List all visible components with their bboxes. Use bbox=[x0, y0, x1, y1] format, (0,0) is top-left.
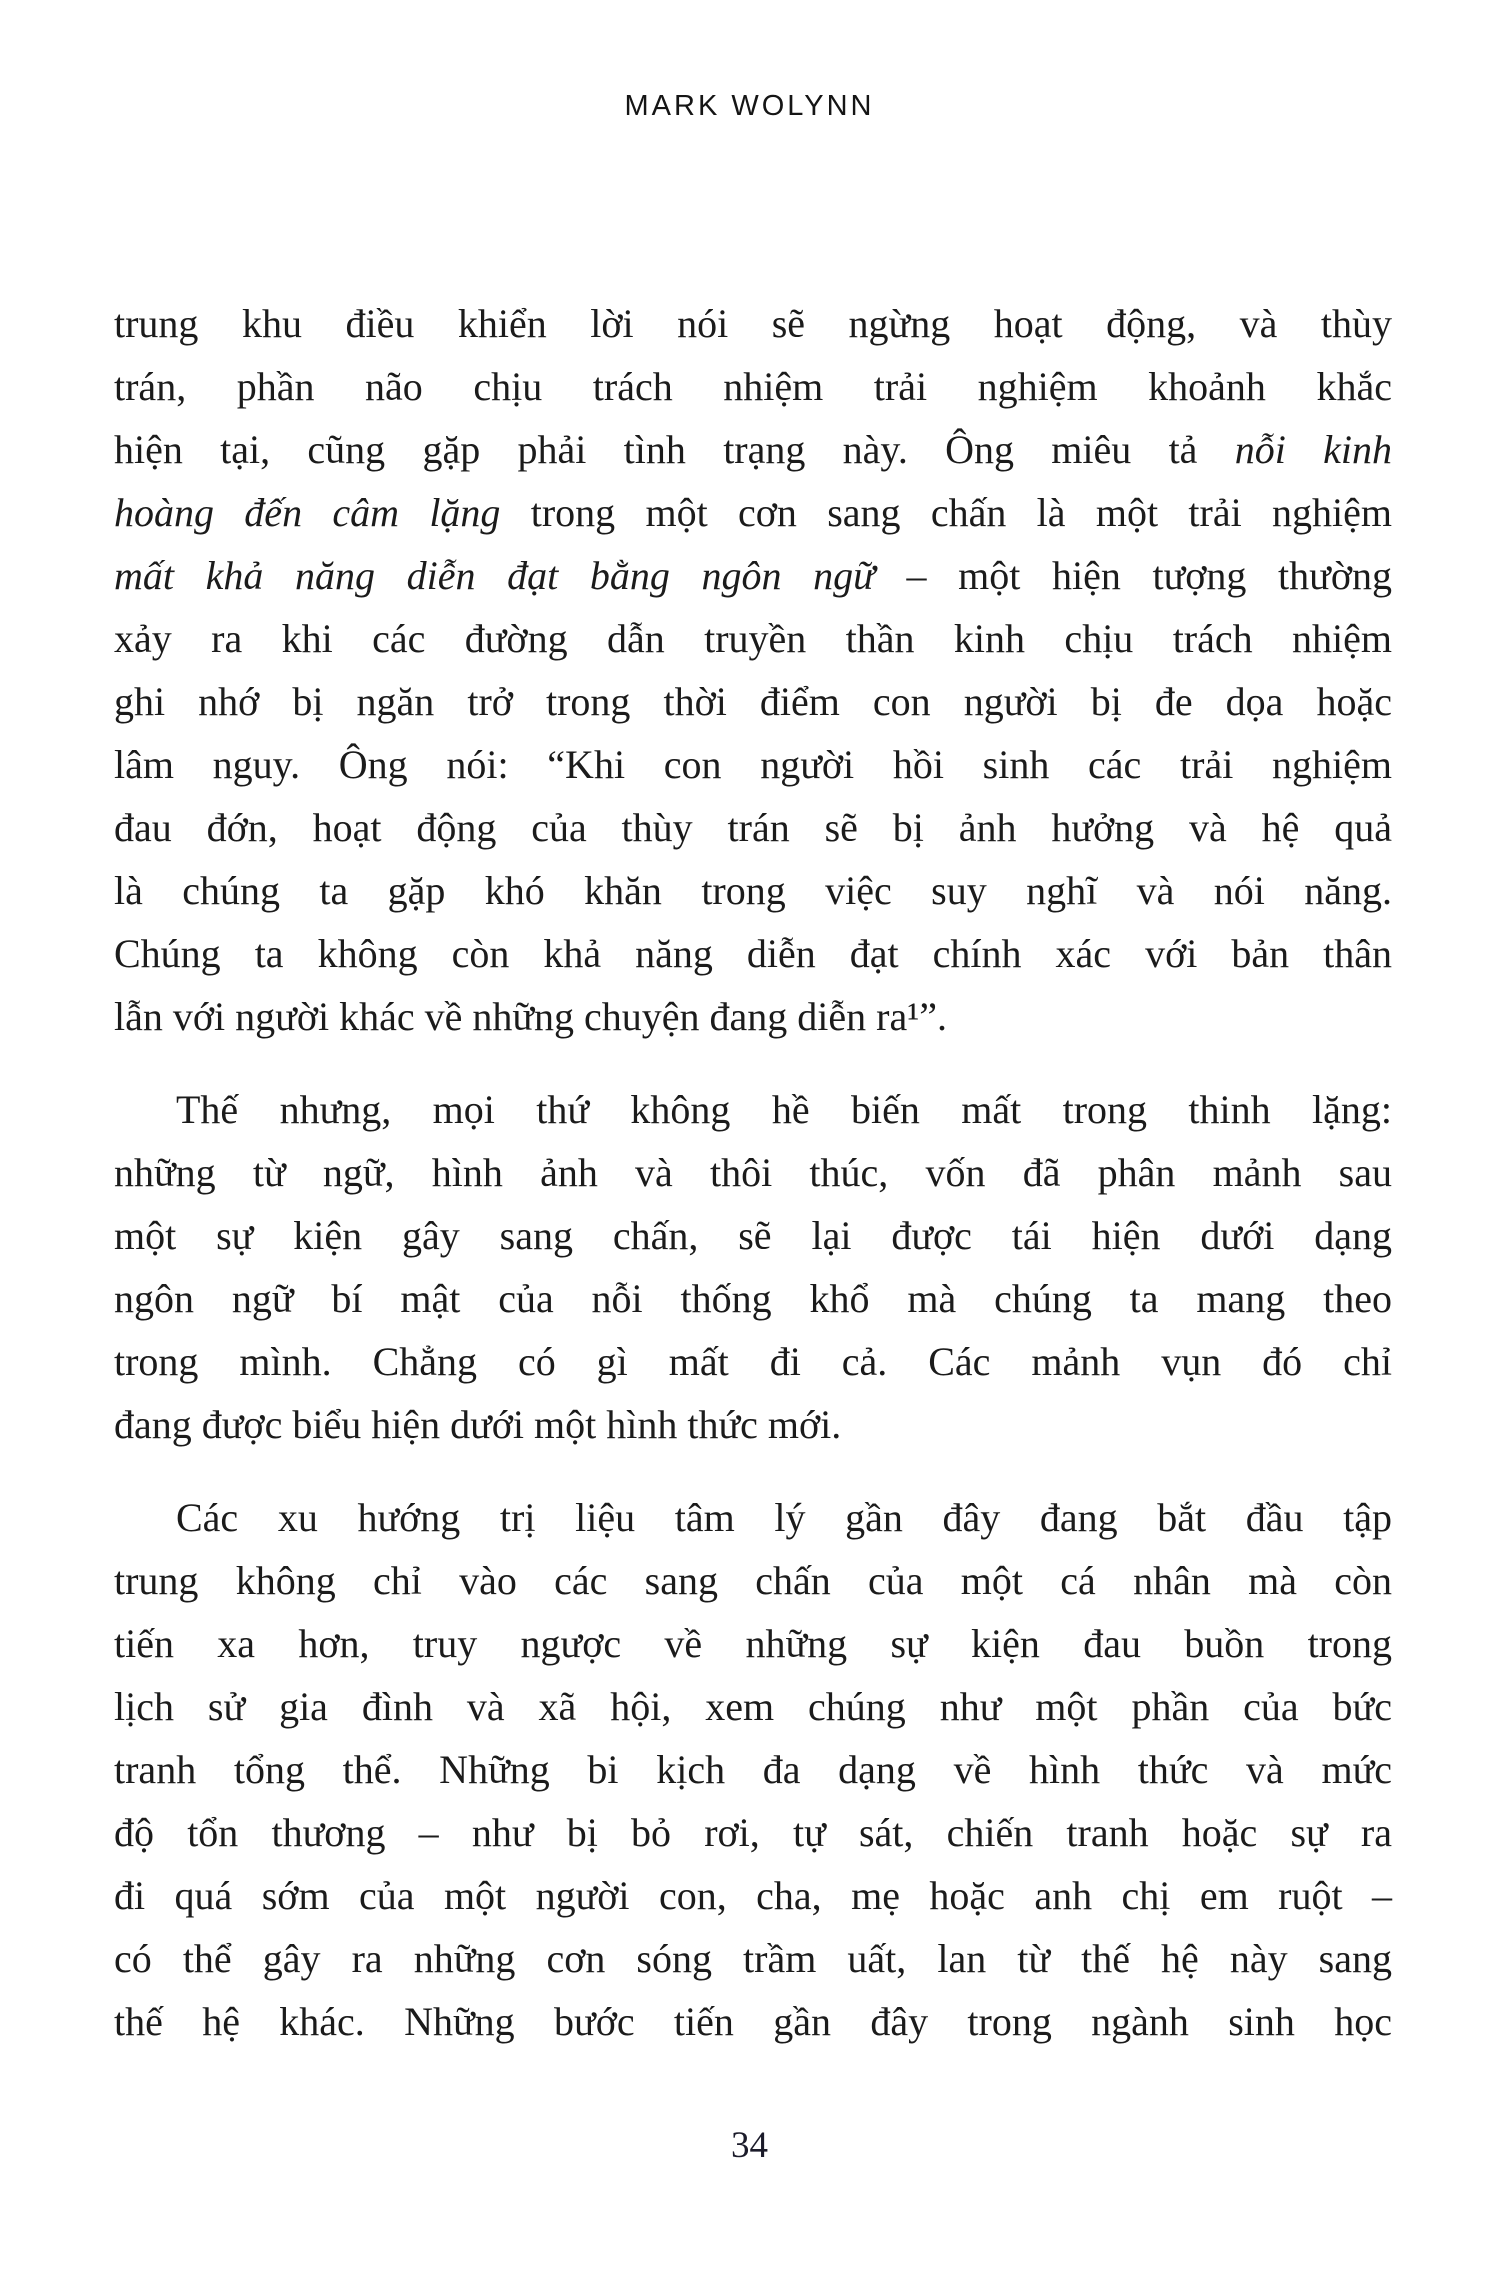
text-run: trung khu điều khiển lời nói sẽ ngừng hoạt động, và thùy bbox=[114, 301, 1392, 346]
text-line bbox=[114, 1549, 1392, 1612]
text-line bbox=[114, 796, 1392, 859]
text-line bbox=[114, 1675, 1392, 1738]
text-run: lâm nguy. Ông nói: “Khi con người hồi sinh các trải nghiệm bbox=[114, 742, 1392, 787]
text-run: Các xu hướng trị liệu tâm lý gần đây đang bắt đầu tập bbox=[176, 1495, 1392, 1540]
text-run: tranh tổng thể. Những bi kịch đa dạng về hình thức và mức bbox=[114, 1747, 1392, 1792]
text-run: lịch sử gia đình và xã hội, xem chúng như một phần của bức bbox=[114, 1684, 1392, 1729]
text-line bbox=[114, 1738, 1392, 1801]
text-line bbox=[114, 607, 1392, 670]
text-line bbox=[114, 355, 1392, 418]
text-run: thế hệ khác. Những bước tiến gần đây trong ngành sinh học bbox=[114, 1999, 1392, 2044]
text-line bbox=[114, 418, 1392, 481]
paragraph bbox=[114, 1486, 1392, 2053]
text-line bbox=[114, 1078, 1392, 1141]
text-run: Thế nhưng, mọi thứ không hề biến mất trong thinh lặng: bbox=[176, 1087, 1392, 1132]
text-run: độ tổn thương – như bị bỏ rơi, tự sát, chiến tranh hoặc sự ra bbox=[114, 1810, 1392, 1855]
text-line bbox=[114, 1267, 1392, 1330]
text-run: ghi nhớ bị ngăn trở trong thời điểm con người bị đe dọa hoặc bbox=[114, 679, 1392, 724]
text-run: một sự kiện gây sang chấn, sẽ lại được tái hiện dưới dạng bbox=[114, 1213, 1392, 1258]
text-run: – một hiện tượng thường bbox=[874, 553, 1392, 598]
text-run: lẫn với người khác về những chuyện đang diễn ra¹”. bbox=[114, 994, 947, 1039]
running-header: MARK WOLYNN bbox=[624, 90, 875, 122]
italic-run: nỗi kinh bbox=[1234, 427, 1393, 472]
text-run: đang được biểu hiện dưới một hình thức mới. bbox=[114, 1402, 842, 1447]
text-line bbox=[114, 1393, 1392, 1456]
text-line bbox=[114, 1927, 1392, 1990]
body-text bbox=[114, 292, 1392, 2083]
text-run: đau đớn, hoạt động của thùy trán sẽ bị ảnh hưởng và hệ quả bbox=[114, 805, 1392, 850]
text-line bbox=[114, 1864, 1392, 1927]
text-line bbox=[114, 985, 1392, 1048]
text-line bbox=[114, 544, 1392, 607]
italic-run: hoàng đến câm lặng bbox=[114, 490, 501, 535]
text-line bbox=[114, 1612, 1392, 1675]
text-line bbox=[114, 670, 1392, 733]
text-run: có thể gây ra những cơn sóng trầm uất, lan từ thế hệ này sang bbox=[114, 1936, 1392, 1981]
text-run: Chúng ta không còn khả năng diễn đạt chính xác với bản thân bbox=[114, 931, 1392, 976]
text-line bbox=[114, 733, 1392, 796]
page-number: 34 bbox=[731, 2125, 768, 2166]
text-line bbox=[114, 1990, 1392, 2053]
text-run: hiện tại, cũng gặp phải tình trạng này. Ông miêu tả bbox=[114, 427, 1235, 472]
text-line bbox=[114, 922, 1392, 985]
text-line bbox=[114, 292, 1392, 355]
text-line bbox=[114, 1204, 1392, 1267]
text-run: trong một cơn sang chấn là một trải nghiệm bbox=[500, 490, 1392, 535]
text-line bbox=[114, 1486, 1392, 1549]
text-line bbox=[114, 1330, 1392, 1393]
text-line bbox=[114, 859, 1392, 922]
italic-run: mất khả năng diễn đạt bằng ngôn ngữ bbox=[114, 553, 875, 598]
text-run: trung không chỉ vào các sang chấn của một cá nhân mà còn bbox=[114, 1558, 1392, 1603]
text-line bbox=[114, 1141, 1392, 1204]
text-run: đi quá sớm của một người con, cha, mẹ hoặc anh chị em ruột – bbox=[114, 1873, 1392, 1918]
paragraph bbox=[114, 292, 1392, 1048]
text-run: trán, phần não chịu trách nhiệm trải nghiệm khoảnh khắc bbox=[114, 364, 1392, 409]
text-run: ngôn ngữ bí mật của nỗi thống khổ mà chúng ta mang theo bbox=[114, 1276, 1392, 1321]
text-line bbox=[114, 481, 1392, 544]
text-run: là chúng ta gặp khó khăn trong việc suy nghĩ và nói năng. bbox=[114, 868, 1392, 913]
text-run: tiến xa hơn, truy ngược về những sự kiện đau buồn trong bbox=[114, 1621, 1392, 1666]
text-run: xảy ra khi các đường dẫn truyền thần kinh chịu trách nhiệm bbox=[114, 616, 1392, 661]
text-run: những từ ngữ, hình ảnh và thôi thúc, vốn đã phân mảnh sau bbox=[114, 1150, 1392, 1195]
paragraph bbox=[114, 1078, 1392, 1456]
text-line bbox=[114, 1801, 1392, 1864]
text-run: trong mình. Chẳng có gì mất đi cả. Các mảnh vụn đó chỉ bbox=[114, 1339, 1392, 1384]
